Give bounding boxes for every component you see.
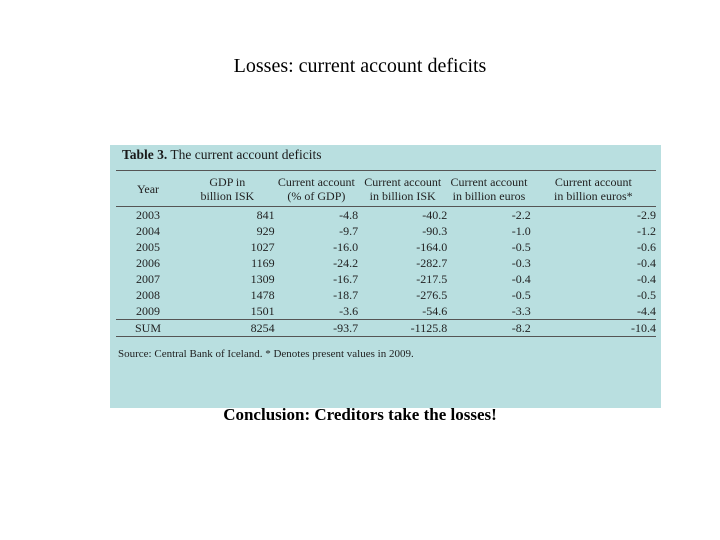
table-cell: -0.5 xyxy=(511,288,531,302)
table-cell: 1478 xyxy=(250,288,275,302)
table-cell: 2003 xyxy=(136,208,160,222)
table-row xyxy=(116,239,656,255)
table-cell: -90.3 xyxy=(422,224,448,238)
table-cell: 929 xyxy=(256,224,275,238)
table-cell: -4.8 xyxy=(339,208,359,222)
table-cell: 1027 xyxy=(250,240,275,254)
current-account-table xyxy=(116,170,656,337)
table-cell: 1169 xyxy=(251,256,275,270)
table-image xyxy=(110,145,661,408)
table-cell: -1.2 xyxy=(637,224,656,238)
table-cell: 2006 xyxy=(136,256,160,270)
table-caption-text: The current account deficits xyxy=(167,147,322,162)
table-cell: -3.6 xyxy=(339,304,359,318)
table-cell: 2005 xyxy=(136,240,160,254)
table-cell: -93.7 xyxy=(333,321,359,335)
table-row xyxy=(116,207,656,224)
slide-title: Losses: current account deficits xyxy=(233,55,487,77)
header-euros: Current account in billion euros xyxy=(450,175,528,203)
header-pct-gdp: Current account (% of GDP) xyxy=(277,175,355,203)
table-cell: 2008 xyxy=(136,288,160,302)
table-row xyxy=(116,303,656,320)
table-cell: -0.5 xyxy=(511,240,531,254)
table-cell: -8.2 xyxy=(511,321,531,335)
table-cell: -18.7 xyxy=(333,288,359,302)
table-cell: -2.2 xyxy=(511,208,531,222)
table-cell: -276.5 xyxy=(416,288,448,302)
table-cell: -40.2 xyxy=(422,208,448,222)
header-isk: Current account in billion ISK xyxy=(364,175,442,203)
table-header-row xyxy=(116,171,656,207)
table-cell: -282.7 xyxy=(416,256,448,270)
table-cell: SUM xyxy=(135,321,162,335)
table-cell: -4.4 xyxy=(637,304,656,318)
table-cell: 2009 xyxy=(136,304,160,318)
table-cell: -1.0 xyxy=(511,224,531,238)
table-cell: -10.4 xyxy=(631,321,656,335)
table-cell: -0.6 xyxy=(637,240,656,254)
header-year: Year xyxy=(136,182,160,196)
table-cell: 1309 xyxy=(250,272,275,286)
table-row xyxy=(116,255,656,271)
table-cell: -2.9 xyxy=(637,208,656,222)
table-cell: -1125.8 xyxy=(410,321,448,335)
table-cell: -0.4 xyxy=(637,272,656,286)
table-cell: 8254 xyxy=(250,321,275,335)
table-cell: -0.3 xyxy=(511,256,531,270)
table-cell: -0.4 xyxy=(511,272,531,286)
table-cell: -16.0 xyxy=(333,240,359,254)
table-cell: -9.7 xyxy=(339,224,359,238)
table-cell: 841 xyxy=(256,208,275,222)
table-cell: -3.3 xyxy=(511,304,531,318)
table-cell: -164.0 xyxy=(416,240,448,254)
table-cell: -16.7 xyxy=(333,272,359,286)
table-cell: -0.5 xyxy=(637,288,656,302)
table-cell: -0.4 xyxy=(637,256,656,270)
table-cell: 2007 xyxy=(136,272,160,286)
conclusion-text: Conclusion: Creditors take the losses! xyxy=(223,405,497,424)
table-source-note: Source: Central Bank of Iceland. * Denotes present values in 2009. xyxy=(118,348,414,360)
table-row xyxy=(116,271,656,287)
table-caption-label: Table 3. xyxy=(122,147,168,162)
table-cell: -54.6 xyxy=(422,304,448,318)
table-cell: -24.2 xyxy=(333,256,359,270)
table-cell: -217.5 xyxy=(416,272,448,286)
header-gdp: GDP in billion ISK xyxy=(200,175,255,203)
table-cell: 2004 xyxy=(136,224,160,238)
table-caption xyxy=(122,147,321,163)
header-euros-pv: Current account in billion euros* xyxy=(554,175,633,203)
table-cell: 1501 xyxy=(250,304,275,318)
table-sum-row xyxy=(116,320,656,337)
table-row xyxy=(116,287,656,303)
table-row xyxy=(116,223,656,239)
